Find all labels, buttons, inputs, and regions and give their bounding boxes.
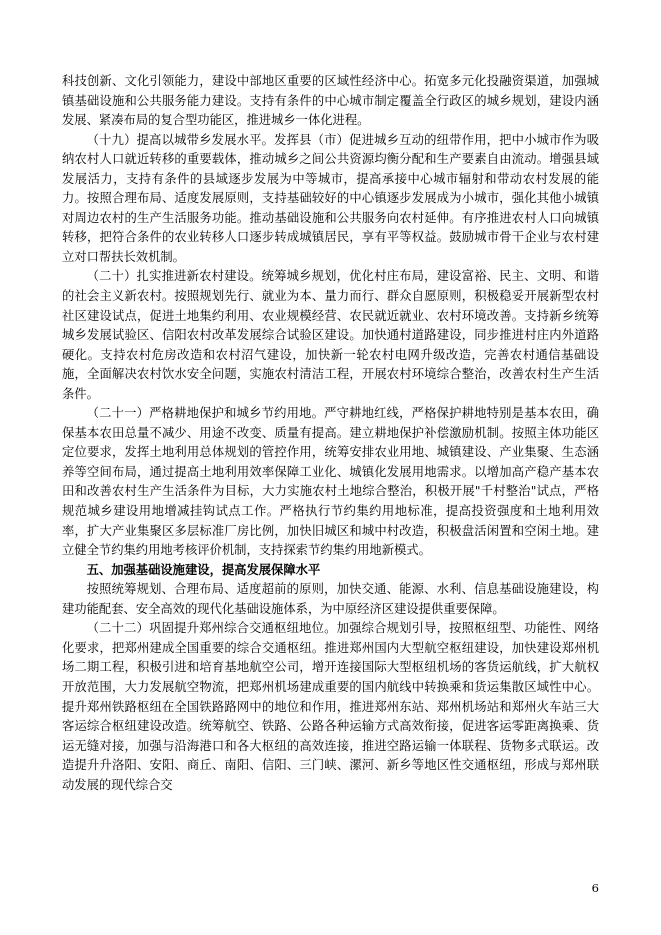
paragraph-item-22: （二十二）巩固提升郑州综合交通枢纽地位。加强综合规划引导，按照枢纽型、功能性、网络化要求，把郑州建成全国重要的综合交通枢纽。推进郑州国内大型航空枢纽建设，加快建设郑州机场二期工程，积极引进和培育基地航空公司，增开连接国际大型枢纽机场的客货运航线，扩大航权开放范围，大力发展航空物流，把郑州机场建成重要的国内航线中转换乘和货运集散区域性中心。提升郑州铁路枢纽在全国铁路路网中的地位和作用，推进郑州东站、郑州机场站和郑州火车站三大客运综合枢纽建设改造。统筹航空、铁路、公路各种运输方式高效衔接，促进客运零距离换乘、货运无缝对接，加强与沿海港口和各大枢纽的高效连接，推进空路运输一体联程、货物多式联运。改造提升升洛阳、安阳、商丘、南阳、信阳、三门峡、漯河、新乡等地区性交通枢纽，形成与郑州联动发展的现代综合交 <box>62 621 599 792</box>
document-body <box>62 72 599 795</box>
paragraph-item-19: （十九）提高以城带乡发展水平。发挥县（市）促进城乡互动的纽带作用，把中小城市作为吸纳农村人口就近转移的重要载体，推动城乡之间公共资源均衡分配和生产要素自由流动。增强县域发展活力，支持有条件的县域逐步发展为中等城市，提高承接中心城市辐射和带动农村发展的能力。按照合理布局、适度发展原则，支持基础较好的中心镇逐步发展成为小城市，强化其他小城镇对周边农村的生产生活服务功能。推动基础设施和公共服务向农村延伸。有序推进农村人口向城镇转移，把符合条件的农业转移人口逐步转成城镇居民，享有平等权益。鼓励城市骨干企业与农村建立对口帮扶长效机制。 <box>62 132 599 264</box>
paragraph-item-21: （二十一）严格耕地保护和城乡节约用地。严守耕地红线，严格保护耕地特别是基本农田，确保基本农田总量不减少、用途不改变、质量有提高。建立耕地保护补偿激励机制。按照主体功能区定位要求，发挥土地利用总体规划的管控作用，统筹安排农业用地、城镇建设、产业集聚、生态涵养等空间布局，通过提高土地利用效率保障工业化、城镇化发展用地需求。以增加高产稳产基本农田和改善农村生产生活条件为目标，大力实施农村土地综合整治，积极开展"千村整治"试点，严格规范城乡建设用地增减挂钩试点工作。严格执行节约集约用地标准，提高投资强度和土地利用效率，扩大产业集聚区多层标准厂房比例，加快旧城区和城中村改造，积极盘活闲置和空闲土地。建立健全节约集约用地考核评价机制，支持探索节约集约用地新模式。 <box>62 406 599 558</box>
page-number: 6 <box>591 881 599 895</box>
paragraph-item-20: （二十）扎实推进新农村建设。统筹城乡规划，优化村庄布局，建设富裕、民主、文明、和谐的社会主义新农村。按照规划先行、就业为本、量力而行、群众自愿原则，积极稳妥开展新型农村社区建设试点，促进土地集约利用、农业规模经营、农民就近就业、农村环境改善。支持新乡统筹城乡发展试验区、信阳农村改革发展综合试验区建设。加快通村道路建设，同步推进村庄内外道路硬化。支持农村危房改造和农村沼气建设，加快新一轮农村电网升级改造，完善农村通信基础设施，全面解决农村饮水安全问题，实施农村清洁工程，开展农村环境综合整治，改善农村生产生活条件。 <box>62 269 599 401</box>
section-heading-five: 五、加强基础设施建设，提高发展保障水平 <box>86 562 321 577</box>
paragraph-continuation: 科技创新、文化引领能力，建设中部地区重要的区域性经济中心。拓宽多元化投融资渠道，加强城镇基础设施和公共服务能力建设。支持有条件的中心城市制定覆盖全行政区的城乡规划，建设内涵发展、紧凑布局的复合型功能区，推进城乡一体化进程。 <box>62 74 599 128</box>
paragraph-section-five-intro: 按照统筹规划、合理布局、适度超前的原则，加快交通、能源、水利、信息基础设施建设，构建功能配套、安全高效的现代化基础设施体系，为中原经济区建设提供重要保障。 <box>62 582 599 616</box>
